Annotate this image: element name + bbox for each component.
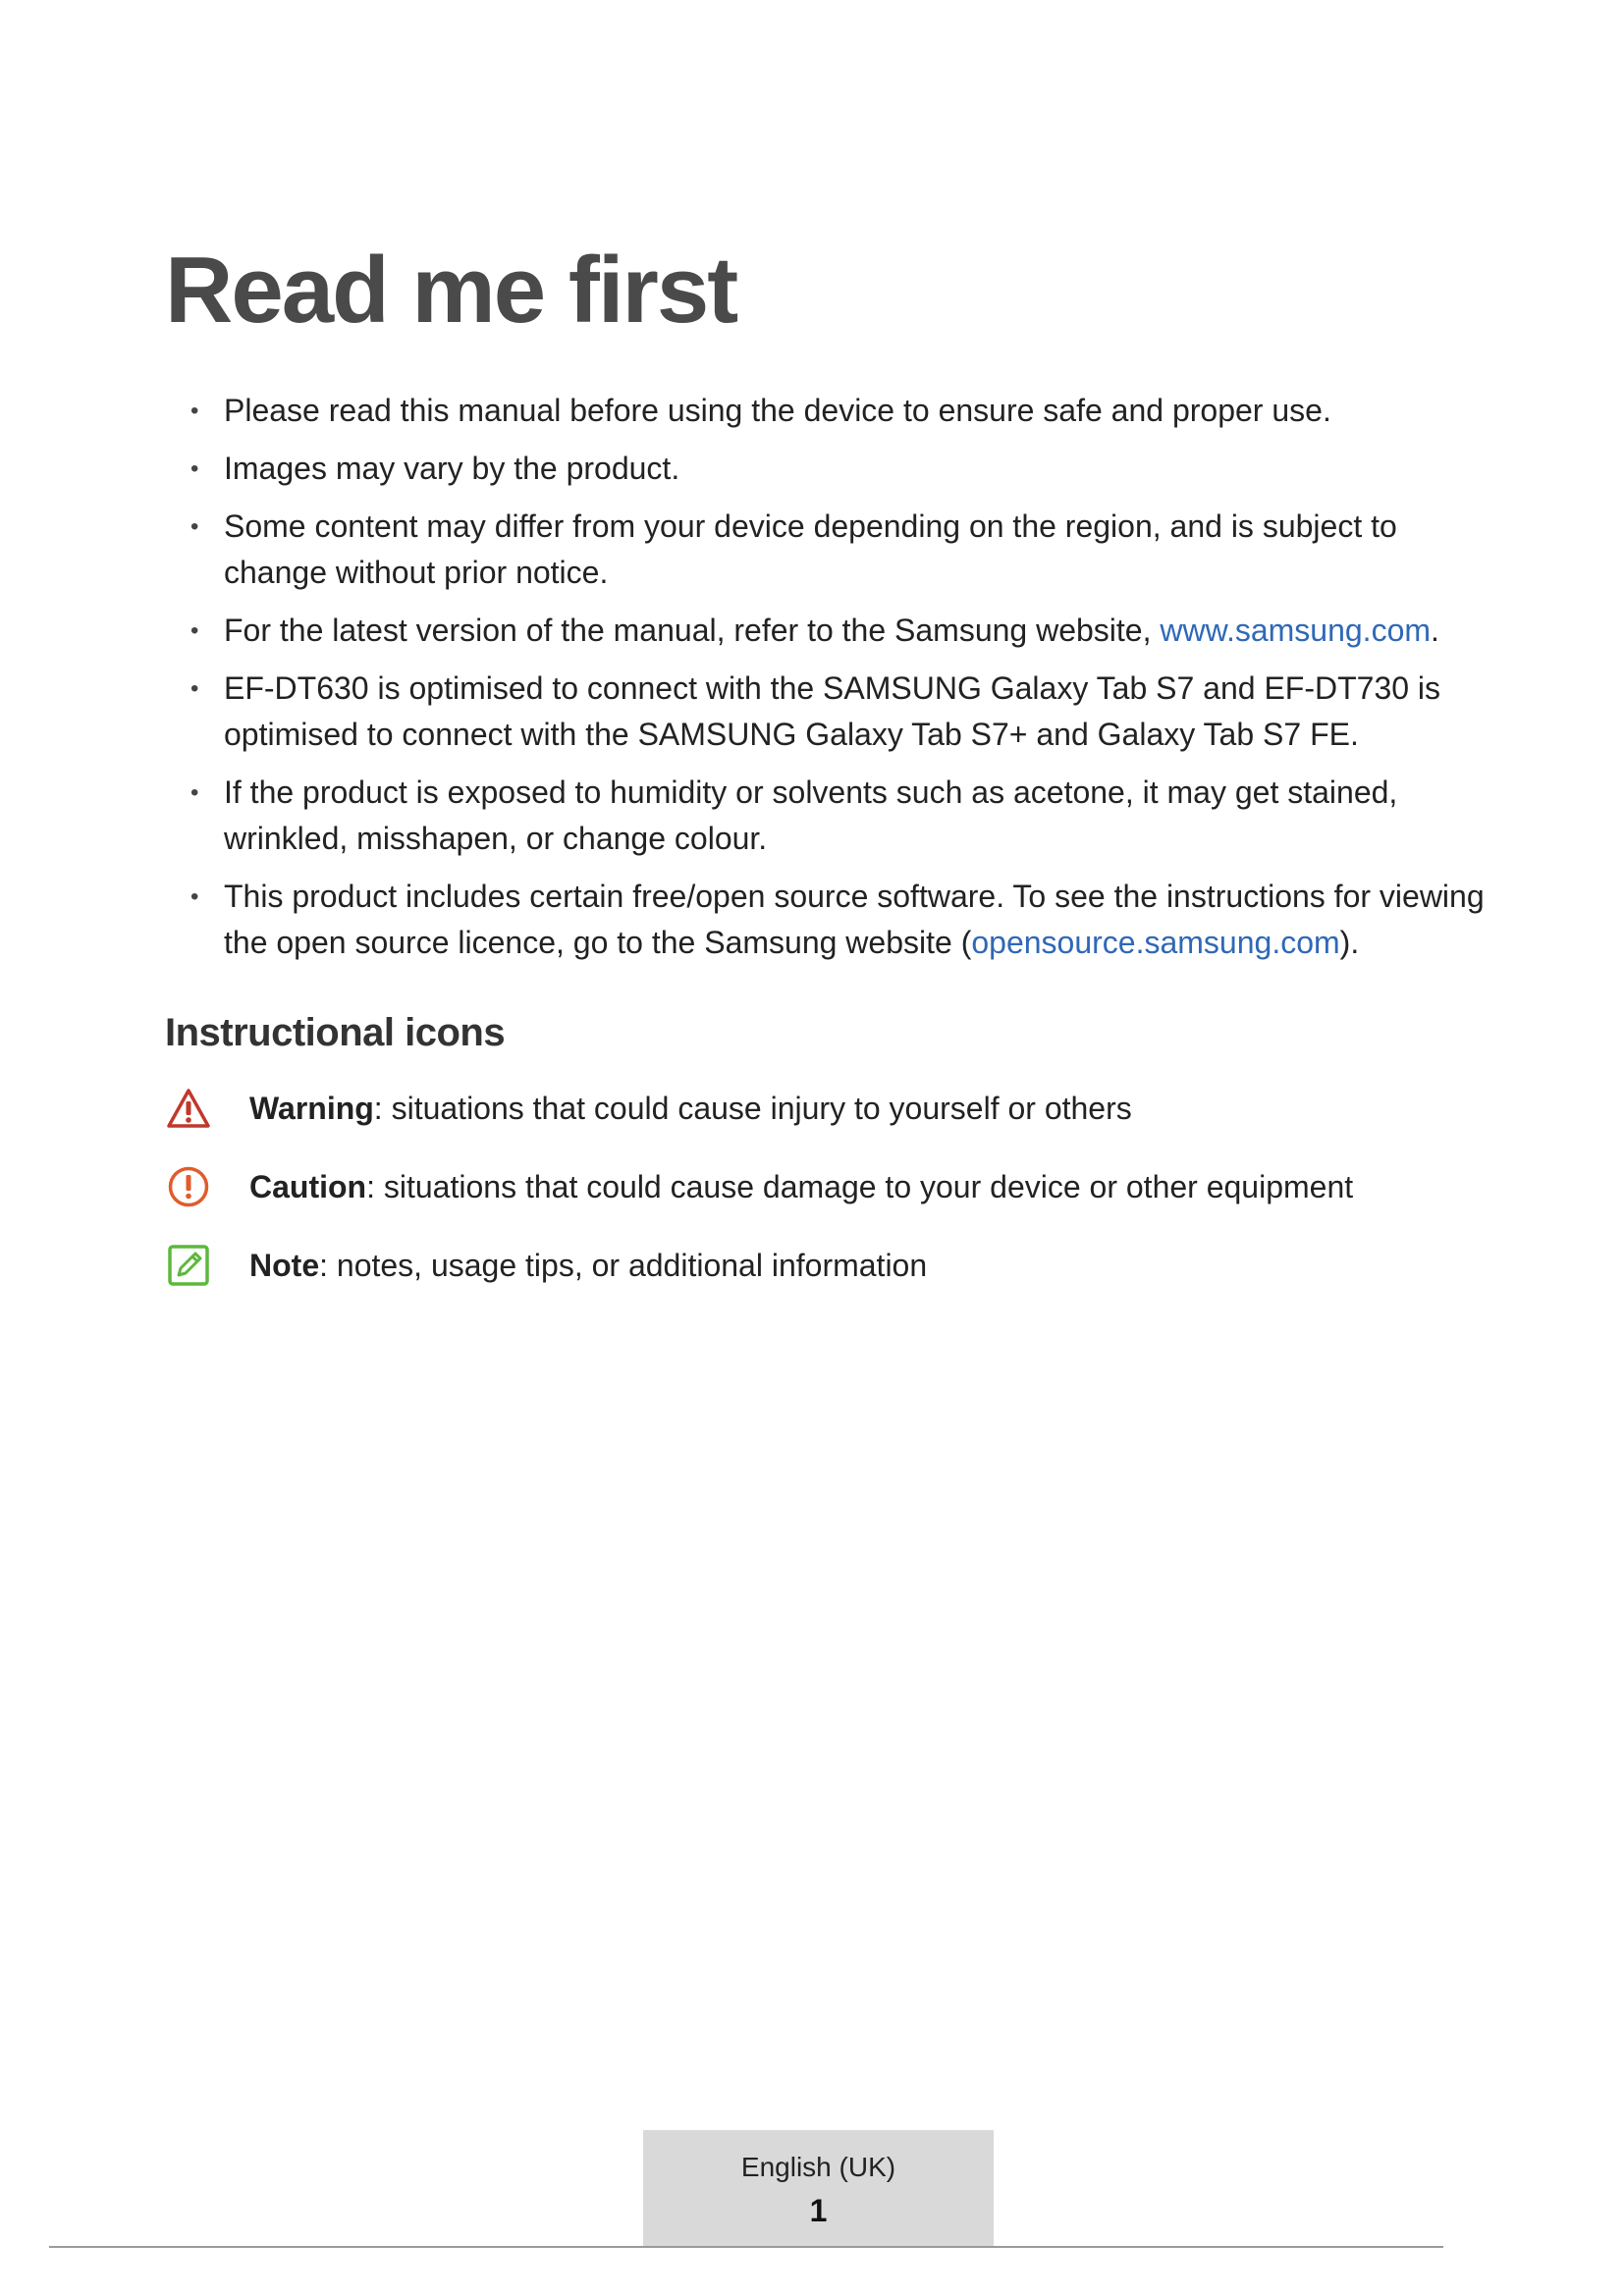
samsung-website-link[interactable]: www.samsung.com — [1160, 613, 1432, 648]
note-icon — [165, 1242, 212, 1289]
bullet-text-end: . — [1431, 613, 1439, 648]
bullet-text: Images may vary by the product. — [224, 451, 680, 486]
warning-text — [249, 1091, 1132, 1127]
caution-row — [165, 1163, 1481, 1210]
list-item — [187, 666, 1502, 758]
bullet-symbol: • — [190, 779, 199, 806]
list-item — [187, 770, 1502, 862]
warning-description: : situations that could cause injury to yourself or others — [373, 1090, 1132, 1126]
list-item — [187, 874, 1502, 966]
footer-language: English (UK) — [740, 2152, 896, 2182]
bullet-text: Some content may differ from your device depending on the region, and is subject to change without prior notice. — [224, 508, 1397, 590]
instructional-icons-list — [165, 1085, 1481, 1320]
caution-icon — [165, 1163, 212, 1210]
bullet-symbol: • — [190, 617, 199, 644]
bullet-text: EF-DT630 is optimised to connect with the SAMSUNG Galaxy Tab S7 and EF-DT730 is optimised to connect with the SAMSUNG Galaxy Tab S7+ and Galaxy Tab S7 FE. — [224, 670, 1441, 752]
page-number: 1 — [809, 2193, 828, 2228]
bullet-symbol: • — [190, 455, 199, 482]
bullet-text: This product includes certain free/open source software. To see the instructions for viewing the open source licence, go to the Samsung website ( — [224, 879, 1485, 960]
footer-divider — [49, 2246, 1443, 2248]
bullet-symbol: • — [190, 513, 199, 540]
bullet-symbol: • — [190, 398, 199, 424]
bullet-text: For the latest version of the manual, refer to the Samsung website, — [224, 613, 1161, 648]
bullet-text: Please read this manual before using the device to ensure safe and proper use. — [224, 393, 1331, 428]
list-item — [187, 608, 1502, 654]
caution-text — [249, 1169, 1353, 1205]
bullet-text: If the product is exposed to humidity or solvents such as acetone, it may get stained, wrinkled, misshapen, or change colour. — [224, 774, 1398, 856]
opensource-website-link[interactable]: opensource.samsung.com — [971, 925, 1340, 960]
note-description: : notes, usage tips, or additional information — [319, 1247, 928, 1283]
list-item — [187, 446, 1502, 492]
warning-row — [165, 1085, 1481, 1132]
list-item — [187, 388, 1502, 434]
warning-icon — [165, 1085, 212, 1132]
bullet-list — [187, 388, 1502, 978]
bullet-symbol: • — [190, 883, 199, 910]
page-title: Read me first — [165, 238, 737, 343]
bullet-text-end: ). — [1339, 925, 1360, 960]
bullet-symbol: • — [190, 675, 199, 702]
page-footer — [643, 2130, 994, 2246]
list-item — [187, 504, 1502, 596]
caution-description: : situations that could cause damage to your device or other equipment — [366, 1168, 1354, 1204]
note-term: Note — [249, 1247, 320, 1283]
caution-term: Caution — [249, 1168, 367, 1204]
section-heading: Instructional icons — [165, 1011, 506, 1054]
note-text — [249, 1248, 927, 1284]
warning-term: Warning — [249, 1090, 374, 1126]
note-row — [165, 1242, 1481, 1289]
